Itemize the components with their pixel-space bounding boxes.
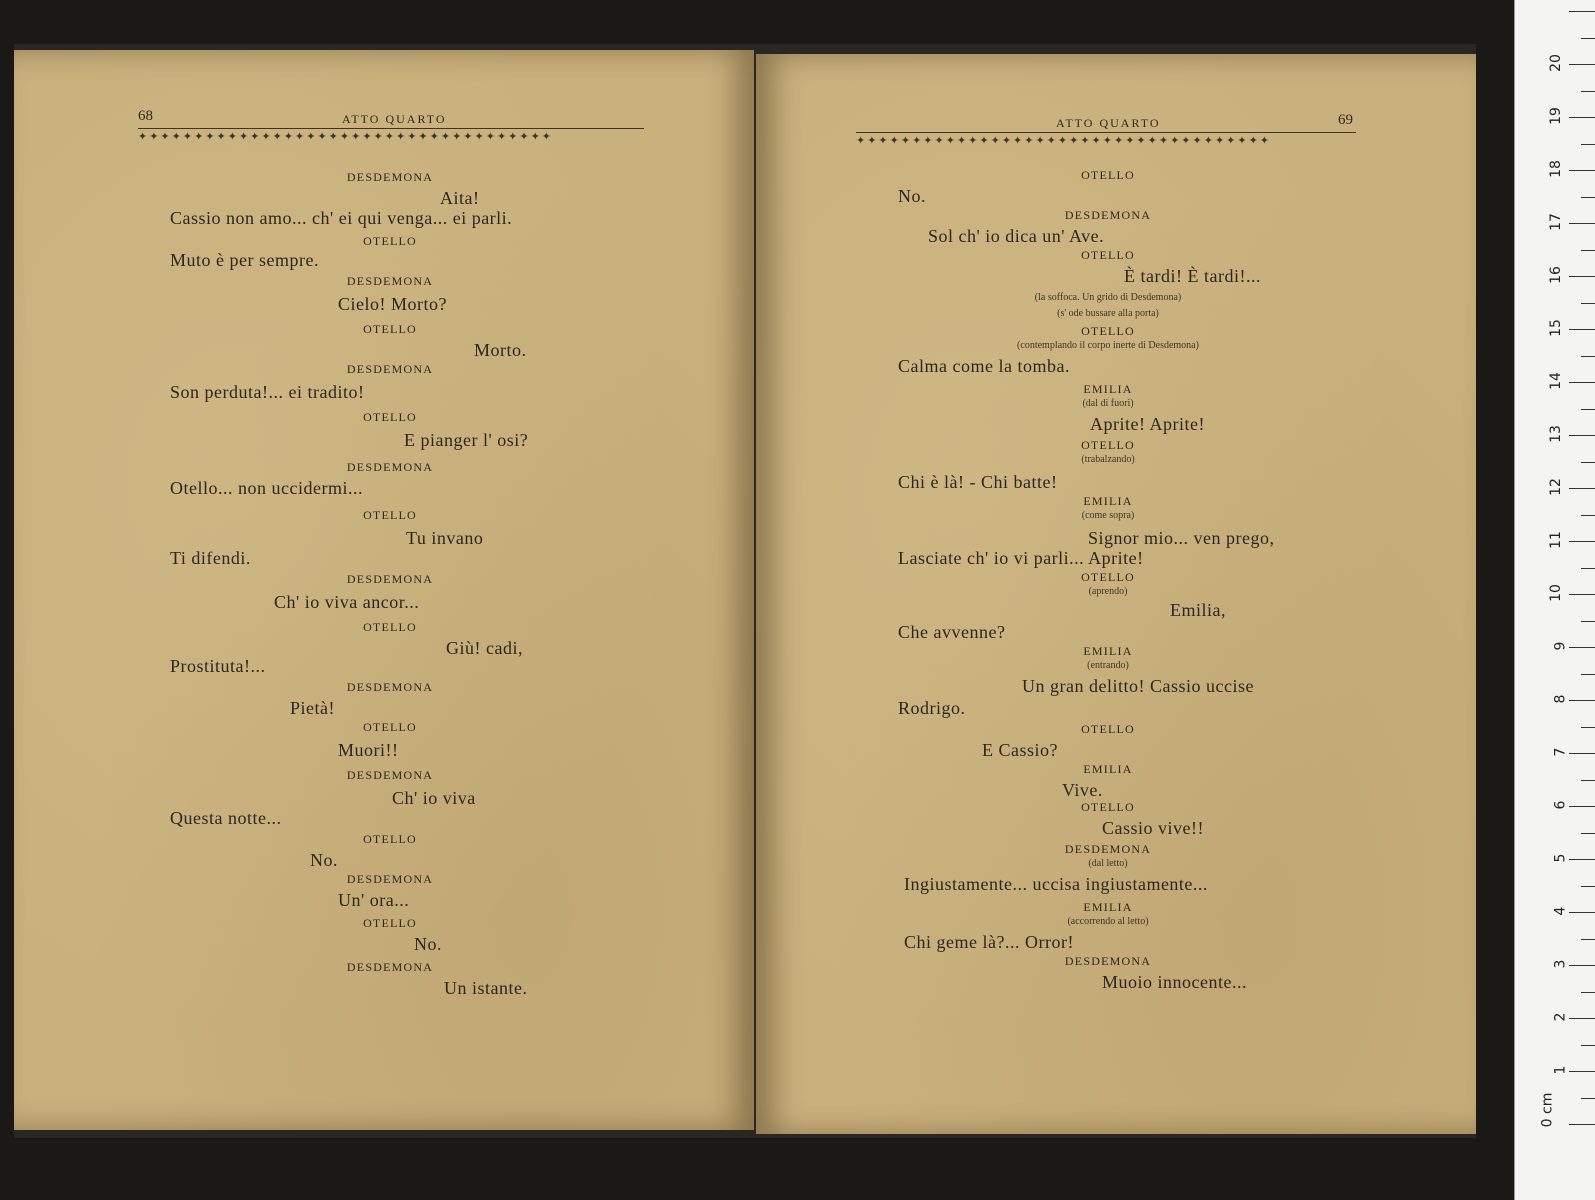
ruler-tick [1569,859,1595,860]
ruler-unit-label: 0 cm [1539,1092,1556,1128]
ruler-tick [1581,674,1595,675]
ruler-label: 20 [1548,54,1565,72]
speaker-name: DESDEMONA [346,872,434,886]
open-book [14,44,1476,1138]
verse-line: Muto è per sempre. [170,250,319,270]
speaker-name: DESDEMONA [346,572,434,586]
speaker-name: DESDEMONA [346,274,434,288]
running-title: ATTO QUARTO [1056,116,1161,130]
ruler-label: 19 [1548,107,1565,125]
verse-line: Muori!! [338,740,399,760]
speaker-name: OTELLO [1081,324,1135,338]
ruler-tick [1581,356,1595,357]
ruler-tick [1569,594,1595,595]
ruler-label: 14 [1548,372,1565,390]
ruler-tick [1569,329,1595,330]
ruler-tick [1581,38,1595,39]
ruler-tick [1581,250,1595,251]
verse-line: Questa notte... [170,808,282,828]
speaker-name: OTELLO [363,234,417,248]
verse-line: Giù! cadi, [446,638,523,658]
ruler-tick [1569,700,1595,701]
left-page [14,50,754,1130]
ruler-tick [1569,64,1595,65]
ruler-tick [1569,1124,1595,1125]
verse-line: Calma come la tomba. [898,356,1070,376]
speaker-name: OTELLO [1081,570,1135,584]
speaker-name: OTELLO [363,832,417,846]
verse-line: Sol ch' io dica un' Ave. [928,226,1105,246]
stage-direction: (accorrendo al letto) [1067,916,1149,927]
speaker-name: OTELLO [363,410,417,424]
ruler-label: 5 [1552,853,1569,863]
speaker-name: OTELLO [363,508,417,522]
verse-line: Ch' io viva [392,788,476,808]
ruler-tick [1569,753,1595,754]
right-page [756,54,1476,1134]
ruler-label: 16 [1548,266,1565,284]
speaker-name: DESDEMONA [346,680,434,694]
ruler-tick [1581,833,1595,834]
verse-line: Un gran delitto! Cassio uccise [1022,676,1254,696]
verse-line: Emilia, [1170,600,1226,620]
verse-line: No. [898,186,926,206]
verse-line: Son perduta!... ei tradito! [170,382,365,402]
stage-direction: (trabalzando) [1081,454,1135,465]
ruler-tick [1581,992,1595,993]
ruler-label: 8 [1552,694,1569,704]
ruler-tick [1581,515,1595,516]
ruler-tick [1581,1045,1595,1046]
verse-line: Chi è là! - Chi batte! [898,472,1058,492]
speaker-name: DESDEMONA [346,768,434,782]
verse-line: Tu invano [406,528,484,548]
verse-line: E pianger l' osi? [404,430,529,450]
speaker-name: OTELLO [1081,438,1135,452]
speaker-name: EMILIA [1083,900,1133,914]
ruler-label: 18 [1548,160,1565,178]
speaker-name: OTELLO [363,720,417,734]
speaker-name: EMILIA [1083,382,1133,396]
ruler-tick [1569,912,1595,913]
speaker-name: DESDEMONA [1064,842,1152,856]
verse-line: Ingiustamente... uccisa ingiustamente... [904,874,1208,894]
verse-line: Cassio non amo... ch' ei qui venga... ei parli. [170,208,513,228]
page-number: 68 [138,108,153,124]
ruler-tick [1581,727,1595,728]
ruler-tick [1569,806,1595,807]
verse-line: E Cassio? [982,740,1058,760]
running-title: ATTO QUARTO [342,112,447,126]
ruler-label: 4 [1552,906,1569,916]
verse-line: Muoio innocente... [1102,972,1247,992]
stage-direction: (s' ode bussare alla porta) [1057,308,1159,319]
stage-direction: (contemplando il corpo inerte di Desdemona) [1017,340,1199,351]
stage-direction: (aprendo) [1088,586,1128,597]
verse-line: Che avvenne? [898,622,1006,642]
stage-direction: (entrando) [1087,660,1129,671]
speaker-name: OTELLO [363,322,417,336]
ruler-tick [1581,144,1595,145]
ruler-tick [1569,965,1595,966]
verse-line: È tardi! È tardi!... [1124,266,1261,286]
ruler-tick [1581,462,1595,463]
ruler-label: 9 [1552,641,1569,651]
speaker-name: EMILIA [1083,762,1133,776]
verse-line: Aita! [440,188,480,208]
verse-line: Prostituta!... [170,656,266,676]
verse-line: Lasciate ch' io vi parli... Aprite! [898,548,1144,568]
ruler-label: 6 [1552,800,1569,810]
speaker-name: OTELLO [363,620,417,634]
ruler-tick [1581,1098,1595,1099]
speaker-name: EMILIA [1083,644,1133,658]
ruler-tick [1569,11,1595,12]
ruler-label: 7 [1552,747,1569,757]
verse-line: Aprite! Aprite! [1090,414,1205,434]
ruler-tick [1581,886,1595,887]
ruler-tick [1569,1071,1595,1072]
ruler-tick [1569,435,1595,436]
verse-line: Otello... non uccidermi... [170,478,363,498]
speaker-name: OTELLO [1081,800,1135,814]
verse-line: Morto. [474,340,527,360]
ruler-label: 1 [1552,1065,1569,1075]
ruler-tick [1569,117,1595,118]
speaker-name: OTELLO [1081,168,1135,182]
stage-direction: (dal letto) [1088,858,1128,869]
speaker-name: DESDEMONA [1064,954,1152,968]
speaker-name: EMILIA [1083,494,1133,508]
ruler-tick [1581,939,1595,940]
verse-line: Ti difendi. [170,548,251,568]
ruler-label: 11 [1548,531,1565,549]
ruler-tick [1581,91,1595,92]
ruler-label: 2 [1552,1012,1569,1022]
ruler-label: 12 [1548,478,1565,496]
speaker-name: OTELLO [1081,248,1135,262]
verse-line: Un' ora... [338,890,410,910]
verse-line: No. [310,850,338,870]
verse-line: No. [414,934,442,954]
speaker-name: OTELLO [363,916,417,930]
ruler-tick [1569,170,1595,171]
ruler-tick [1569,1018,1595,1019]
ruler-tick [1569,541,1595,542]
speaker-name: DESDEMONA [1064,208,1152,222]
speaker-name: DESDEMONA [346,362,434,376]
ruler-tick [1569,276,1595,277]
ruler-tick [1569,488,1595,489]
ornament-rule: ✦✦✦✦✦✦✦✦✦✦✦✦✦✦✦✦✦✦✦✦✦✦✦✦✦✦✦✦✦✦✦✦✦✦✦✦✦ [138,128,644,142]
ornament-rule: ✦✦✦✦✦✦✦✦✦✦✦✦✦✦✦✦✦✦✦✦✦✦✦✦✦✦✦✦✦✦✦✦✦✦✦✦✦ [856,132,1356,146]
ruler-tick [1569,382,1595,383]
verse-line: Rodrigo. [898,698,966,718]
ruler-tick [1581,568,1595,569]
stage-direction: (come sopra) [1081,510,1135,521]
ruler-tick [1569,647,1595,648]
verse-line: Chi geme là?... Orror! [904,932,1074,952]
stage-direction: (la soffoca. Un grido di Desdemona) [1034,292,1182,303]
ruler-tick [1581,621,1595,622]
ruler-tick [1569,223,1595,224]
ruler-label: 10 [1548,584,1565,602]
page-number: 69 [1338,112,1353,128]
ruler-tick [1581,409,1595,410]
ruler-label: 17 [1548,213,1565,231]
verse-line: Cielo! Morto? [338,294,447,314]
verse-line: Cassio vive!! [1102,818,1204,838]
speaker-name: DESDEMONA [346,460,434,474]
verse-line: Ch' io viva ancor... [274,592,420,612]
ruler-tick [1581,197,1595,198]
stage-direction: (dal di fuori) [1082,398,1134,409]
ruler-label: 13 [1548,425,1565,443]
ruler-label: 3 [1552,959,1569,969]
speaker-name: OTELLO [1081,722,1135,736]
verse-line: Signor mio... ven prego, [1088,528,1275,548]
ruler-tick [1581,780,1595,781]
speaker-name: DESDEMONA [346,960,434,974]
measurement-ruler [1514,0,1595,1200]
speaker-name: DESDEMONA [346,170,434,184]
verse-line: Pietà! [290,698,335,718]
verse-line: Un istante. [444,978,528,998]
verse-line: Vive. [1062,780,1103,800]
ruler-label: 15 [1548,319,1565,337]
ruler-tick [1581,303,1595,304]
